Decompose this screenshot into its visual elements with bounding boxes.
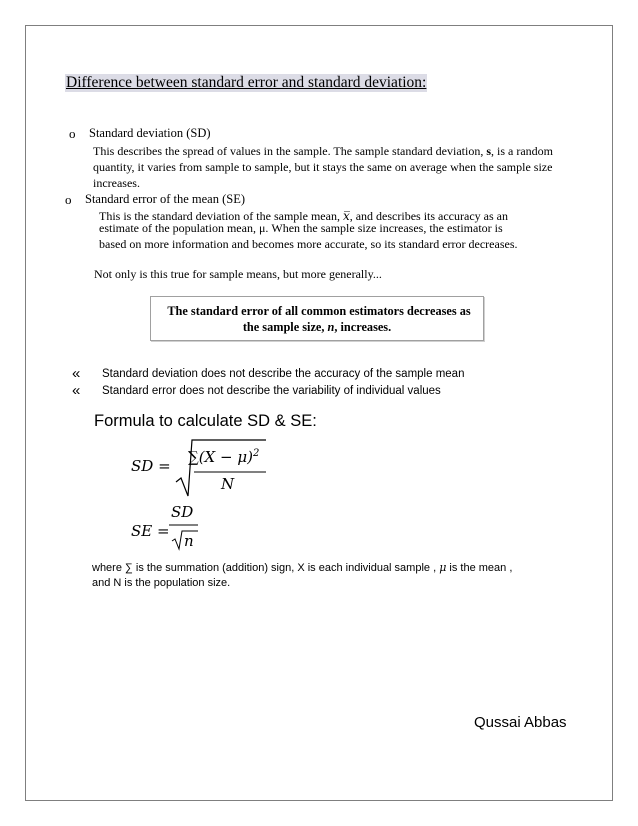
footnote-line-2: and N is the population size. [92, 577, 231, 589]
sd-formula-lhs: SD = [131, 457, 171, 475]
author-name: Qussai Abbas [474, 714, 567, 731]
note-sd: Standard deviation does not describe the accuracy of the sample mean [102, 368, 465, 380]
se-numerator: SD [171, 503, 194, 521]
callout-line-1: The standard error of all common estimators decreases as [167, 304, 471, 318]
callout-n: n [327, 320, 335, 334]
sd-heading: Standard deviation (SD) [89, 126, 211, 140]
mu-symbol: μ [258, 221, 266, 235]
sd-description: This describes the spread of values in the sample. The sample standard deviation, s, is a random quantity, it varies from sample to sample, but it stays the same on average when the sample size increases. [93, 144, 554, 190]
se-formula-lhs: SE = [131, 522, 170, 540]
xbar-symbol: x̅ [342, 209, 350, 223]
sd-denominator: N [221, 475, 235, 493]
se-description-line-1: This is the standard deviation of the sample mean, x̅, and describes its accuracy as an [99, 209, 508, 223]
bullet-marker: o [65, 192, 72, 207]
se-description-line-2: estimate of the population mean, μ. When the sample size increases, the estimator is [99, 221, 503, 235]
callout-box [150, 296, 484, 341]
page-title: Difference between standard error and standard deviation: [66, 74, 427, 91]
se-denominator: n [184, 532, 194, 550]
chevron-left-icon: « [72, 382, 81, 399]
mu-symbol: μ [439, 561, 447, 574]
sd-symbol: s [486, 144, 492, 158]
callout-line-2: the sample size, n, increases. [242, 320, 392, 334]
se-heading: Standard error of the mean (SE) [85, 192, 246, 206]
chevron-left-icon: « [72, 365, 81, 382]
se-description-line-3: based on more information and becomes more accurate, so its standard error decreases. [99, 237, 518, 251]
formula-heading: Formula to calculate SD & SE: [94, 412, 317, 430]
footnote-line-1: where ∑ is the summation (addition) sign, X is each individual sample , μ is the mean , [92, 561, 513, 574]
sd-numerator: $\sum(X - \mu)^2$ [188, 448, 260, 466]
generalization-text: Not only is this true for sample means, but more generally... [94, 267, 382, 281]
bullet-marker: o [69, 126, 76, 141]
sigma-symbol: ∑ [125, 562, 133, 574]
note-se: Standard error does not describe the variability of individual values [102, 385, 441, 397]
